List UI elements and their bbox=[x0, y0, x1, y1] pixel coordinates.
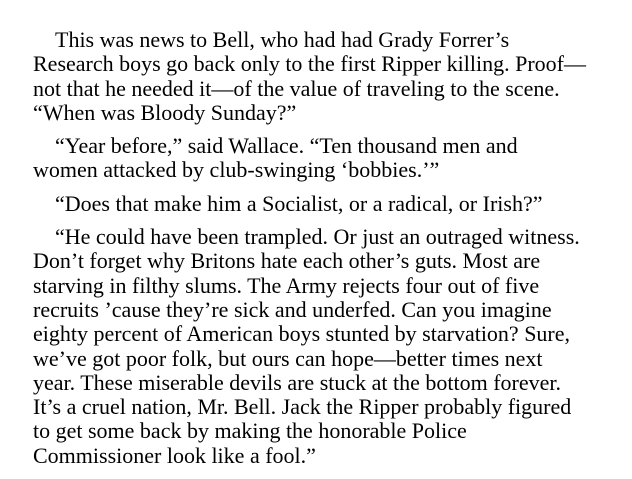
text-line: Research boys go back only to the first Ripper killing. Proof— bbox=[33, 51, 586, 77]
text-line: This was news to Bell, who had had Grady Forrer’s bbox=[55, 27, 510, 52]
text-line: “When was Bloody Sunday?” bbox=[33, 99, 297, 125]
text-line: “Does that make him a Socialist, or a radical, or Irish?” bbox=[55, 190, 543, 216]
text-line: not that he needed it—of the value of traveling to the scene. bbox=[33, 75, 560, 101]
paragraph bbox=[33, 28, 632, 125]
text-line: “He could have been trampled. Or just an outraged witness. bbox=[55, 224, 580, 250]
text-line: women attacked by club-swinging ‘bobbies.’” bbox=[33, 157, 440, 183]
paragraph bbox=[33, 192, 632, 216]
text-line: to get some back by making the honorable Police bbox=[33, 418, 467, 444]
text-line: Commissioner look like a fool.” bbox=[33, 442, 316, 468]
paragraph bbox=[33, 134, 632, 183]
text-line: eighty percent of American boys stunted by starvation? Sure, bbox=[33, 321, 571, 347]
text-line: Don’t forget why Britons hate each other’s guts. Most are bbox=[33, 248, 541, 274]
text-line: It’s a cruel nation, Mr. Bell. Jack the Ripper probably figured bbox=[33, 394, 572, 420]
text-line: starving in filthy slums. The Army rejects four out of five bbox=[33, 272, 540, 298]
text-line: we’ve got poor folk, but ours can hope—better times next bbox=[33, 345, 543, 371]
text-line: recruits ’cause they’re sick and underfed. Can you imagine bbox=[33, 296, 552, 322]
paragraph bbox=[33, 225, 632, 468]
text-line: year. These miserable devils are stuck at the bottom forever. bbox=[33, 369, 562, 395]
text-line: “Year before,” said Wallace. “Ten thousand men and bbox=[55, 133, 518, 159]
